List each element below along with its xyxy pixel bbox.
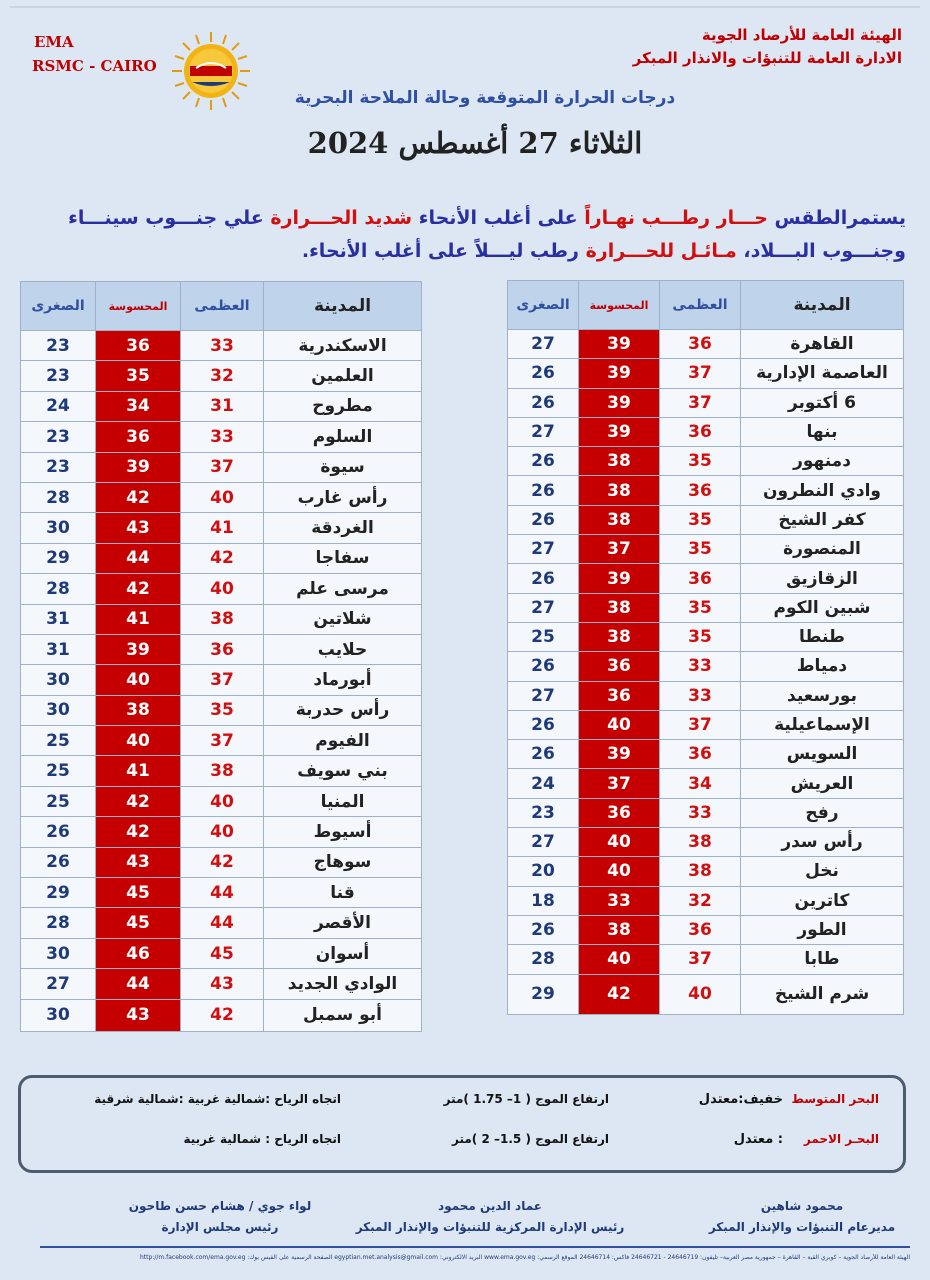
city-cell: أبو سمبل xyxy=(264,999,422,1031)
wave-height: ارتفاع الموج ( 1– 1.75 )متر xyxy=(443,1092,609,1106)
city-cell: الاسكندرية xyxy=(264,331,422,361)
min-temp-cell: 26 xyxy=(508,505,579,534)
feels-like-cell: 38 xyxy=(579,505,660,534)
table-row xyxy=(21,847,422,877)
table-row xyxy=(21,604,422,634)
city-cell: السلوم xyxy=(264,422,422,452)
max-temp-cell: 31 xyxy=(181,391,264,421)
wave-height: ارتفاع الموج ( 1.5– 2 )متر xyxy=(451,1132,609,1146)
feels-like-cell: 42 xyxy=(96,482,181,512)
min-temp-cell: 30 xyxy=(21,938,96,968)
table-row xyxy=(508,798,904,827)
forecast-part-2: حـــار رطـــب نهـاراً xyxy=(584,207,768,229)
table-row xyxy=(508,564,904,593)
feels-like-cell: 39 xyxy=(579,740,660,769)
bulletin-date: الثلاثاء 27 أغسطس 2024 xyxy=(307,126,643,160)
max-temp-cell: 41 xyxy=(181,513,264,543)
city-cell: رأس حدربة xyxy=(264,695,422,725)
feels-like-cell: 33 xyxy=(579,886,660,915)
sea-row-red xyxy=(21,1132,903,1156)
city-cell: العلمين xyxy=(264,361,422,391)
min-temp-cell: 26 xyxy=(21,847,96,877)
city-cell: رأس سدر xyxy=(741,828,904,857)
min-temp-cell: 26 xyxy=(508,740,579,769)
max-temp-cell: 36 xyxy=(181,634,264,664)
city-cell: العاصمة الإدارية xyxy=(741,359,904,388)
ema-line-1: EMA xyxy=(34,33,74,51)
max-temp-cell: 44 xyxy=(181,908,264,938)
col-header-max: العظمى xyxy=(181,282,264,331)
sea-name: البحر المتوسط xyxy=(791,1092,879,1106)
min-temp-cell: 25 xyxy=(21,756,96,786)
feels-like-cell: 38 xyxy=(579,593,660,622)
max-temp-cell: 35 xyxy=(660,622,741,651)
min-temp-cell: 23 xyxy=(21,361,96,391)
city-cell: بورسعيد xyxy=(741,681,904,710)
max-temp-cell: 37 xyxy=(660,388,741,417)
forecast-part-6: مـائـل للحـــرارة xyxy=(585,240,737,262)
sea-state: خفيف:معتدل xyxy=(698,1092,783,1107)
city-cell: الفيوم xyxy=(264,726,422,756)
city-cell: الوادي الجديد xyxy=(264,969,422,999)
min-temp-cell: 27 xyxy=(508,681,579,710)
table-row xyxy=(21,452,422,482)
table-row xyxy=(508,417,904,446)
city-cell: رأس غارب xyxy=(264,482,422,512)
signatory-name: لواء جوي / هشام حسن طاحون xyxy=(128,1199,312,1213)
city-cell: العريش xyxy=(741,769,904,798)
city-cell: دمنهور xyxy=(741,447,904,476)
city-cell: بني سويف xyxy=(264,756,422,786)
max-temp-cell: 38 xyxy=(660,857,741,886)
sea-name: البحـر الاحمر xyxy=(803,1132,879,1146)
temperature-table-left xyxy=(20,281,422,1032)
forecast-part-3: على أغلب الأنحاء xyxy=(412,207,585,229)
min-temp-cell: 29 xyxy=(508,974,579,1014)
min-temp-cell: 30 xyxy=(21,999,96,1031)
max-temp-cell: 38 xyxy=(181,756,264,786)
feels-like-cell: 38 xyxy=(579,476,660,505)
sea-state-box xyxy=(18,1075,906,1173)
org-line-2: الادارة العامة للتنبؤات والانذار المبكر xyxy=(632,49,902,67)
wind-direction: اتجاه الرياح :شمالية غربية :شمالية شرقية xyxy=(94,1092,341,1106)
city-cell: السويس xyxy=(741,740,904,769)
city-cell: وادي النطرون xyxy=(741,476,904,505)
feels-like-cell: 42 xyxy=(96,786,181,816)
table-row xyxy=(21,513,422,543)
feels-like-cell: 44 xyxy=(96,543,181,573)
feels-like-cell: 38 xyxy=(579,915,660,944)
city-cell: القاهرة xyxy=(741,330,904,359)
table-row xyxy=(21,695,422,725)
table-row xyxy=(21,665,422,695)
max-temp-cell: 33 xyxy=(660,798,741,827)
table-body-left xyxy=(21,331,422,1032)
table-row xyxy=(508,535,904,564)
col-header-feel: المحسوسة xyxy=(579,281,660,330)
max-temp-cell: 40 xyxy=(181,482,264,512)
city-cell: قنا xyxy=(264,878,422,908)
min-temp-cell: 31 xyxy=(21,604,96,634)
min-temp-cell: 29 xyxy=(21,878,96,908)
table-row xyxy=(21,543,422,573)
feels-like-cell: 36 xyxy=(579,681,660,710)
min-temp-cell: 30 xyxy=(21,513,96,543)
col-header-max: العظمى xyxy=(660,281,741,330)
feels-like-cell: 41 xyxy=(96,756,181,786)
max-temp-cell: 37 xyxy=(660,359,741,388)
signatory-title: مديرعام التنبؤات والإنذار المبكر xyxy=(708,1220,896,1234)
max-temp-cell: 42 xyxy=(181,847,264,877)
city-cell: كاترين xyxy=(741,886,904,915)
feels-like-cell: 43 xyxy=(96,847,181,877)
city-cell: مرسى علم xyxy=(264,574,422,604)
city-cell: بنها xyxy=(741,417,904,446)
city-cell: المنصورة xyxy=(741,535,904,564)
city-cell: الأقصر xyxy=(264,908,422,938)
feels-like-cell: 41 xyxy=(96,604,181,634)
feels-like-cell: 45 xyxy=(96,908,181,938)
city-cell: شرم الشيخ xyxy=(741,974,904,1014)
signatory-title: رئيس مجلس الإدارة xyxy=(161,1220,279,1234)
wind-direction: اتجاه الرياح : شمالية غربية xyxy=(183,1132,341,1146)
min-temp-cell: 26 xyxy=(508,564,579,593)
table-row xyxy=(508,828,904,857)
feels-like-cell: 36 xyxy=(96,422,181,452)
min-temp-cell: 28 xyxy=(508,945,579,974)
min-temp-cell: 23 xyxy=(21,452,96,482)
table-row xyxy=(508,652,904,681)
feels-like-cell: 36 xyxy=(96,331,181,361)
feels-like-cell: 39 xyxy=(96,634,181,664)
signatory-name: عماد الدين محمود xyxy=(438,1199,542,1213)
feels-like-cell: 37 xyxy=(579,535,660,564)
feels-like-cell: 39 xyxy=(579,417,660,446)
max-temp-cell: 40 xyxy=(181,574,264,604)
table-row xyxy=(21,938,422,968)
city-cell: 6 أكتوبر xyxy=(741,388,904,417)
feels-like-cell: 37 xyxy=(579,769,660,798)
min-temp-cell: 26 xyxy=(508,915,579,944)
forecast-part-4: شديد الحـــرارة xyxy=(270,207,413,229)
table-row xyxy=(508,886,904,915)
city-cell: أبورماد xyxy=(264,665,422,695)
forecast-part-7: رطب ليـــلاً على أغلب الأنحاء. xyxy=(301,240,586,262)
col-header-min: الصغرى xyxy=(21,282,96,331)
max-temp-cell: 36 xyxy=(660,476,741,505)
col-header-city: المدينة xyxy=(264,282,422,331)
table-row xyxy=(21,878,422,908)
min-temp-cell: 26 xyxy=(508,652,579,681)
max-temp-cell: 35 xyxy=(660,447,741,476)
table-row xyxy=(508,622,904,651)
signature-left xyxy=(100,1196,340,1238)
min-temp-cell: 28 xyxy=(21,908,96,938)
ema-acronym xyxy=(34,30,157,78)
col-header-min: الصغرى xyxy=(508,281,579,330)
table-row xyxy=(21,999,422,1031)
table-row xyxy=(508,857,904,886)
feels-like-cell: 38 xyxy=(579,622,660,651)
min-temp-cell: 28 xyxy=(21,574,96,604)
max-temp-cell: 33 xyxy=(181,331,264,361)
city-cell: أسيوط xyxy=(264,817,422,847)
table-row xyxy=(21,361,422,391)
signatory-title: رئيس الإدارة المركزية للتنبؤات والإنذار المبكر xyxy=(355,1220,625,1234)
city-cell: أسوان xyxy=(264,938,422,968)
max-temp-cell: 40 xyxy=(181,817,264,847)
feels-like-cell: 42 xyxy=(579,974,660,1014)
table-row xyxy=(508,974,904,1014)
city-cell: الطور xyxy=(741,915,904,944)
table-row xyxy=(21,331,422,361)
table-row xyxy=(21,817,422,847)
max-temp-cell: 35 xyxy=(660,535,741,564)
city-cell: سيوة xyxy=(264,452,422,482)
min-temp-cell: 27 xyxy=(508,330,579,359)
max-temp-cell: 35 xyxy=(660,593,741,622)
max-temp-cell: 36 xyxy=(660,915,741,944)
forecast-part-1: يستمرالطقس xyxy=(767,207,906,229)
min-temp-cell: 27 xyxy=(508,828,579,857)
feels-like-cell: 36 xyxy=(579,798,660,827)
city-cell: سفاجا xyxy=(264,543,422,573)
table-row xyxy=(508,330,904,359)
table-row xyxy=(21,634,422,664)
max-temp-cell: 38 xyxy=(660,828,741,857)
city-cell: كفر الشيخ xyxy=(741,505,904,534)
max-temp-cell: 42 xyxy=(181,999,264,1031)
min-temp-cell: 27 xyxy=(508,535,579,564)
city-cell: دمياط xyxy=(741,652,904,681)
table-row xyxy=(508,359,904,388)
min-temp-cell: 20 xyxy=(508,857,579,886)
feels-like-cell: 43 xyxy=(96,999,181,1031)
feels-like-cell: 39 xyxy=(96,452,181,482)
min-temp-cell: 29 xyxy=(21,543,96,573)
min-temp-cell: 26 xyxy=(508,710,579,739)
min-temp-cell: 26 xyxy=(21,817,96,847)
max-temp-cell: 33 xyxy=(660,652,741,681)
feels-like-cell: 45 xyxy=(96,878,181,908)
table-row xyxy=(508,593,904,622)
feels-like-cell: 39 xyxy=(579,359,660,388)
min-temp-cell: 23 xyxy=(21,331,96,361)
max-temp-cell: 37 xyxy=(181,665,264,695)
feels-like-cell: 40 xyxy=(96,726,181,756)
sea-row-mediterranean xyxy=(21,1092,903,1116)
feels-like-cell: 44 xyxy=(96,969,181,999)
table-row xyxy=(21,482,422,512)
feels-like-cell: 42 xyxy=(96,574,181,604)
feels-like-cell: 40 xyxy=(579,857,660,886)
table-row xyxy=(508,945,904,974)
max-temp-cell: 35 xyxy=(660,505,741,534)
bulletin-title: درجات الحرارة المتوقعة وحالة الملاحة البحرية xyxy=(294,88,676,108)
feels-like-cell: 35 xyxy=(96,361,181,391)
ema-line-2: RSMC - CAIRO xyxy=(32,57,157,75)
table-row xyxy=(21,908,422,938)
max-temp-cell: 42 xyxy=(181,543,264,573)
organization-header xyxy=(633,24,902,70)
table-row xyxy=(508,915,904,944)
min-temp-cell: 23 xyxy=(21,422,96,452)
org-line-1: الهيئة العامة للأرصاد الجوية xyxy=(701,26,902,44)
city-cell: الإسماعيلية xyxy=(741,710,904,739)
feels-like-cell: 40 xyxy=(579,828,660,857)
table-row xyxy=(508,710,904,739)
max-temp-cell: 32 xyxy=(181,361,264,391)
footer-contact: الهيئة العامة للأرصاد الجوية – كوبري القبة – القاهرة – جمهورية مصر العربية– تليفون: 24646719 - 24646721 فاكس: 24646714 الموقع الرسمي: www.ema.gov.eg البريد الالكتروني: egyptian.met.analysis@gmail.com الصفحة الرسمية على الفيس بوك: http://m.facebook.com/ema.gov.eg xyxy=(140,1254,910,1261)
city-cell: حلايب xyxy=(264,634,422,664)
feels-like-cell: 39 xyxy=(579,388,660,417)
city-cell: مطروح xyxy=(264,391,422,421)
top-rule xyxy=(10,6,920,8)
city-cell: طابا xyxy=(741,945,904,974)
feels-like-cell: 39 xyxy=(579,564,660,593)
temperature-table-right xyxy=(507,280,904,1015)
footer-rule xyxy=(40,1246,910,1248)
min-temp-cell: 23 xyxy=(508,798,579,827)
min-temp-cell: 27 xyxy=(508,417,579,446)
table-row xyxy=(21,969,422,999)
feels-like-cell: 38 xyxy=(579,447,660,476)
signature-right xyxy=(702,1196,902,1238)
forecast-part-5: علي جنـــوب سينـــاء وجنـــوب البـــلاد، xyxy=(68,207,906,262)
min-temp-cell: 25 xyxy=(21,786,96,816)
table-row xyxy=(21,391,422,421)
col-header-city: المدينة xyxy=(741,281,904,330)
max-temp-cell: 36 xyxy=(660,564,741,593)
forecast-text xyxy=(40,202,906,268)
table-row xyxy=(508,447,904,476)
feels-like-cell: 42 xyxy=(96,817,181,847)
signatory-name: محمود شاهين xyxy=(760,1199,844,1213)
max-temp-cell: 37 xyxy=(181,452,264,482)
min-temp-cell: 26 xyxy=(508,359,579,388)
table-row xyxy=(21,726,422,756)
table-row xyxy=(21,574,422,604)
max-temp-cell: 35 xyxy=(181,695,264,725)
city-cell: نخل xyxy=(741,857,904,886)
feels-like-cell: 43 xyxy=(96,513,181,543)
city-cell: رفح xyxy=(741,798,904,827)
table-row xyxy=(21,786,422,816)
min-temp-cell: 28 xyxy=(21,482,96,512)
max-temp-cell: 40 xyxy=(181,786,264,816)
table-row xyxy=(21,756,422,786)
table-row xyxy=(508,388,904,417)
col-header-feel: المحسوسة xyxy=(96,282,181,331)
min-temp-cell: 24 xyxy=(508,769,579,798)
min-temp-cell: 26 xyxy=(508,476,579,505)
min-temp-cell: 25 xyxy=(508,622,579,651)
max-temp-cell: 36 xyxy=(660,417,741,446)
city-cell: المنيا xyxy=(264,786,422,816)
table-row xyxy=(508,505,904,534)
min-temp-cell: 30 xyxy=(21,665,96,695)
city-cell: سوهاج xyxy=(264,847,422,877)
max-temp-cell: 44 xyxy=(181,878,264,908)
max-temp-cell: 37 xyxy=(660,945,741,974)
city-cell: الزقازيق xyxy=(741,564,904,593)
table-row xyxy=(508,681,904,710)
min-temp-cell: 25 xyxy=(21,726,96,756)
city-cell: شلاتين xyxy=(264,604,422,634)
table-row xyxy=(21,422,422,452)
max-temp-cell: 32 xyxy=(660,886,741,915)
signature-middle xyxy=(340,1196,640,1238)
feels-like-cell: 34 xyxy=(96,391,181,421)
table-row xyxy=(508,769,904,798)
feels-like-cell: 40 xyxy=(579,710,660,739)
min-temp-cell: 27 xyxy=(21,969,96,999)
city-cell: الغردقة xyxy=(264,513,422,543)
feels-like-cell: 40 xyxy=(96,665,181,695)
city-cell: شبين الكوم xyxy=(741,593,904,622)
feels-like-cell: 40 xyxy=(579,945,660,974)
feels-like-cell: 46 xyxy=(96,938,181,968)
city-cell: طنطا xyxy=(741,622,904,651)
min-temp-cell: 26 xyxy=(508,447,579,476)
min-temp-cell: 18 xyxy=(508,886,579,915)
sea-state: : معتدل xyxy=(733,1132,783,1147)
feels-like-cell: 38 xyxy=(96,695,181,725)
max-temp-cell: 33 xyxy=(181,422,264,452)
max-temp-cell: 37 xyxy=(660,710,741,739)
table-body-right xyxy=(508,330,904,1015)
table-row xyxy=(508,740,904,769)
table-row xyxy=(508,476,904,505)
min-temp-cell: 30 xyxy=(21,695,96,725)
feels-like-cell: 36 xyxy=(579,652,660,681)
max-temp-cell: 33 xyxy=(660,681,741,710)
max-temp-cell: 36 xyxy=(660,330,741,359)
max-temp-cell: 38 xyxy=(181,604,264,634)
max-temp-cell: 45 xyxy=(181,938,264,968)
max-temp-cell: 37 xyxy=(181,726,264,756)
min-temp-cell: 27 xyxy=(508,593,579,622)
min-temp-cell: 31 xyxy=(21,634,96,664)
max-temp-cell: 36 xyxy=(660,740,741,769)
min-temp-cell: 26 xyxy=(508,388,579,417)
max-temp-cell: 40 xyxy=(660,974,741,1014)
min-temp-cell: 24 xyxy=(21,391,96,421)
max-temp-cell: 34 xyxy=(660,769,741,798)
feels-like-cell: 39 xyxy=(579,330,660,359)
max-temp-cell: 43 xyxy=(181,969,264,999)
